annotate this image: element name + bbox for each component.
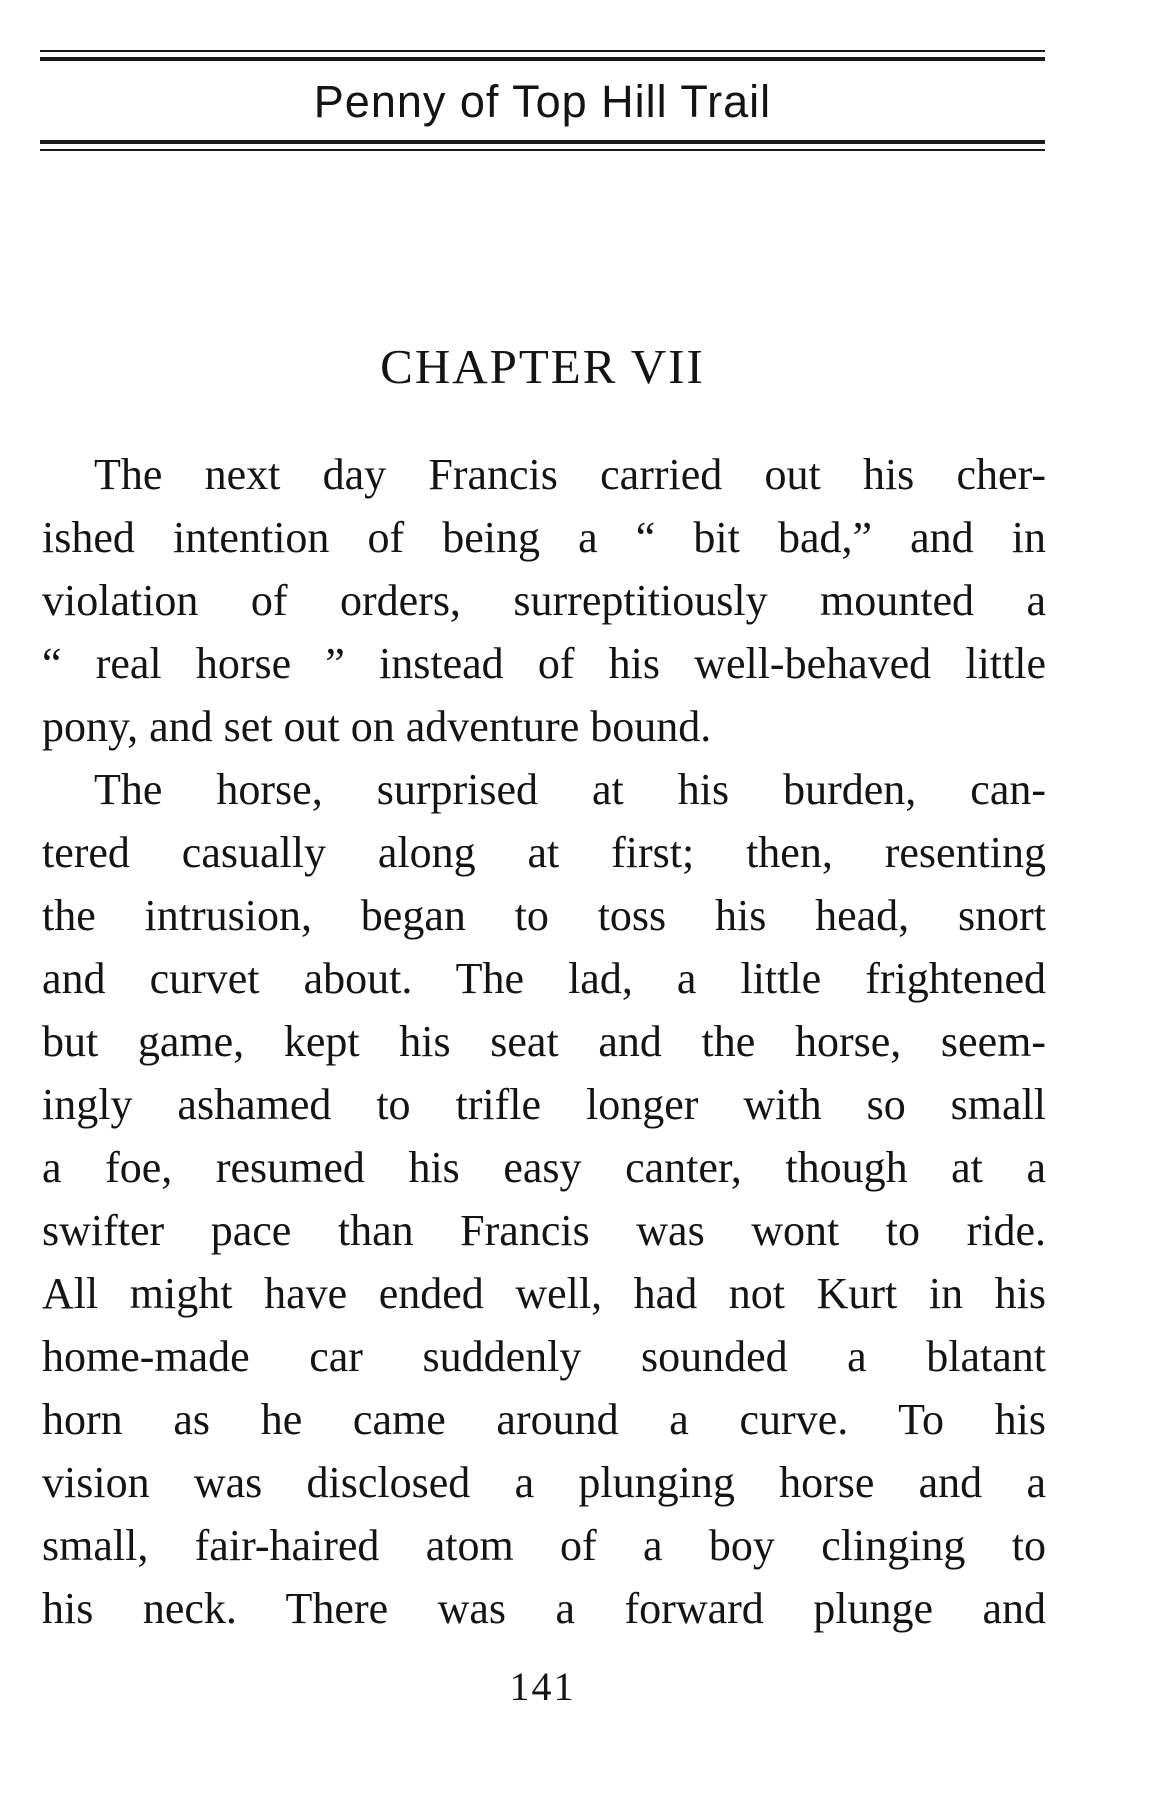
- header-rule-thick: [40, 140, 1045, 144]
- text-line: “ real horse ” instead of his well-behaved little: [42, 639, 1046, 688]
- running-head: Penny of Top Hill Trail: [313, 76, 772, 127]
- text-line: his neck. There was a forward plunge and: [42, 1584, 1046, 1633]
- header-rule-thin: [40, 50, 1045, 52]
- header-rule-bottom: [40, 140, 1045, 151]
- text-line: the intrusion, began to toss his head, snort: [42, 891, 1046, 940]
- header-rule-top: [40, 50, 1045, 61]
- page-number: 141: [509, 1664, 576, 1709]
- text-line: All might have ended well, had not Kurt in his: [42, 1269, 1046, 1318]
- text-line: pony, and set out on adventure bound.: [42, 702, 712, 751]
- text-line: horn as he came around a curve. To his: [42, 1395, 1046, 1444]
- text-line: a foe, resumed his easy canter, though at a: [42, 1143, 1046, 1192]
- text-line: violation of orders, surreptitiously mounted a: [42, 576, 1046, 625]
- header-rule-thin: [40, 149, 1045, 151]
- text-line: and curvet about. The lad, a little frightened: [42, 954, 1046, 1003]
- text-line: The horse, surprised at his burden, can-: [94, 765, 1046, 814]
- text-line: swifter pace than Francis was wont to ride.: [42, 1206, 1046, 1255]
- text-line: ished intention of being a “ bit bad,” and in: [42, 513, 1046, 562]
- text-line: tered casually along at first; then, resenting: [42, 828, 1046, 877]
- text-line: vision was disclosed a plunging horse and a: [42, 1458, 1046, 1507]
- text-line: home-made car suddenly sounded a blatant: [42, 1332, 1046, 1381]
- text-line: ingly ashamed to trifle longer with so small: [42, 1080, 1046, 1129]
- text-line: small, fair-haired atom of a boy clinging to: [42, 1521, 1046, 1570]
- chapter-title: CHAPTER VII: [380, 339, 705, 394]
- body-text: [42, 443, 1046, 1640]
- text-line: The next day Francis carried out his cher-: [94, 450, 1046, 499]
- header-rule-thick: [40, 57, 1045, 61]
- text-line: but game, kept his seat and the horse, seem-: [42, 1017, 1046, 1066]
